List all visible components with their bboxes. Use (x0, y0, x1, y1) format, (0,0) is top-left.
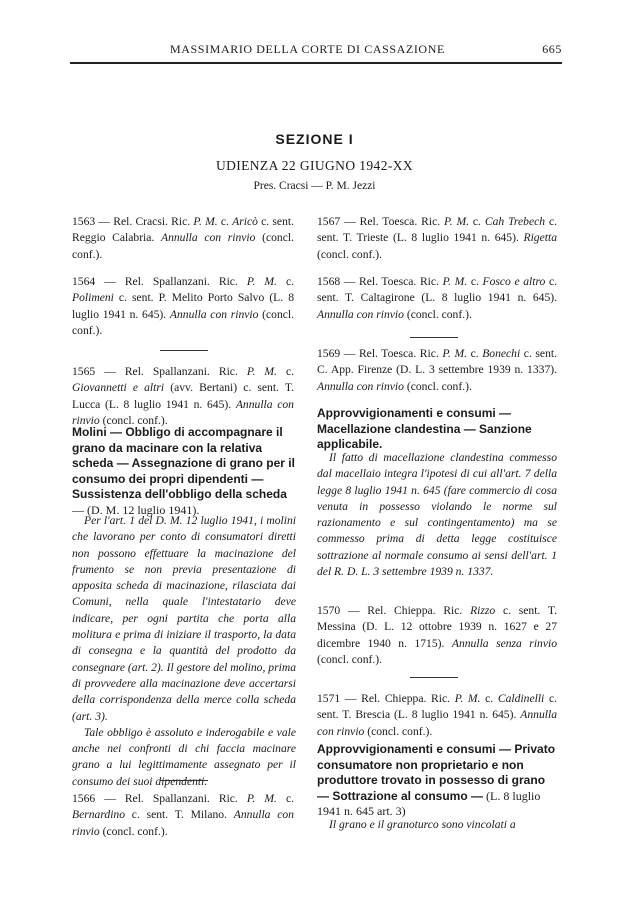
page-number: 665 (542, 42, 562, 56)
separator-rule (160, 350, 208, 351)
entry-1563: 1563 — Rel. Cracsi. Ric. P. M. c. Aricò c. sent. Reggio Calabria. Annulla con rinvio (concl. conf.). (72, 215, 294, 261)
hearing-date: UDIENZA 22 GIUGNO 1942-XX (215, 158, 414, 173)
separator-rule (410, 677, 458, 678)
entry-1571: 1571 — Rel. Chieppa. Ric. P. M. c. Caldinelli c. sent. T. Brescia (L. 8 luglio 1941 n. 645). Annulla con rinvio (concl. conf.). (317, 692, 557, 738)
section-title: SEZIONE I (275, 131, 354, 147)
entry-1567: 1567 — Rel. Toesca. Ric. P. M. c. Cah Trebech c. sent. T. Trieste (L. 8 luglio 1941 n. 645). Rigetta (concl. conf.). (317, 215, 558, 261)
massima-body-macellazione: Il fatto di macellazione clandestina commesso dal macellaio integra l'ipotesi di cui all'art. 7 della legge 8 luglio 1941 n. 645 (fare commercio di cosa venuta in possesso violando le norme sul razionamento e sul contingentamento) ma se commesso prima di detta legge costituisce sottrazione al normale consumo ai sensi dell'art. 1 del R. D. L. 3 settembre 1939 n. 1337. (317, 451, 557, 579)
entry-1570: 1570 — Rel. Chieppa. Ric. Rizzo c. sent. T. Messina (D. L. 12 ottobre 1939 n. 1627 e 27 dicembre 1940 n. 1715). Annulla senza rinvio (concl. conf.). (317, 604, 557, 666)
massima-body-grano: Il grano e il granoturco sono vincolati a (329, 818, 516, 831)
entry-1568: 1568 — Rel. Toesca. Ric. P. M. c. Fosco e altro c. sent. T. Caltagirone (L. 8 luglio 1941 n. 645). Annulla con rinvio (concl. conf.). (317, 275, 557, 321)
entry-1569: 1569 — Rel. Toesca. Ric. P. M. c. Bonechi c. sent. C. App. Firenze (D. L. 3 settembre 1939 n. 1337). Annulla con rinvio (concl. conf.). (317, 347, 557, 393)
header-rule (70, 62, 562, 64)
massima-heading-grano: Approvvigionamenti e consumi — Privato consumatore non proprietario e non produttore trovato in possesso di grano — Sottrazione al consumo — (L. 8 luglio 1941 n. 645 art. 3) (317, 742, 556, 818)
separator-rule (410, 337, 458, 338)
running-header (70, 42, 562, 62)
massima-body-molini: Per l'art. 1 del D. M. 12 luglio 1941, i molini che lavorano per conto di consumatori diretti non possono effettuare la macinazione del frumento se non previa presentazione di apposita scheda di macinazione, rilasciata dai Comuni, nella quale l'intestatario deve indicare, per ogni partita che porta alla molitura e prima di iniziare il trasporto, la data di consegna e la quantità del prodotto da consegnare (art. 2). Il gestore del molino, prima di provvedere alla macinazione deve accertarsi della corrispondenza della merce colla scheda (art. 3). Tale obbligo è assoluto e inderogabile e vale anche nei confronti di chi faccia macinare grano a lui legittimamente assegnato per il consumo dei suoi dipendenti. (72, 514, 296, 788)
entry-1564: 1564 — Rel. Spallanzani. Ric. P. M. c. Polimeni c. sent. P. Melito Porto Salvo (L. 8 luglio 1941 n. 645). Annulla con rinvio (concl. conf.). (72, 275, 295, 337)
separator-rule (160, 780, 208, 781)
entry-1565: 1565 — Rel. Spallanzani. Ric. P. M. c. Giovannetti e altri (avv. Bertani) c. sent. T. Lucca (L. 8 luglio 1941 n. 645). Annulla con rinvio (concl. conf.). (72, 365, 294, 427)
massima-heading-molini: Molini — Obbligo di accompagnare il grano da macinare con la relativa scheda — Assegnazione di grano per il consumo dei propri dipendenti — Sussistenza dell'obbligo della scheda — (D. M. 12 luglio 1941). (72, 425, 295, 517)
entry-1566: 1566 — Rel. Spallanzani. Ric. P. M. c. Bernardino c. sent. T. Milano. Annulla con rinvio (concl. conf.). (72, 792, 294, 838)
presiding-line: Pres. Cracsi — P. M. Jezzi (253, 180, 376, 192)
massima-heading-macellazione: Approvvigionamenti e consumi — Macellazione clandestina — Sanzione applicabile. (317, 406, 532, 451)
journal-title: MASSIMARIO DELLA CORTE DI CASSAZIONE (170, 42, 445, 56)
